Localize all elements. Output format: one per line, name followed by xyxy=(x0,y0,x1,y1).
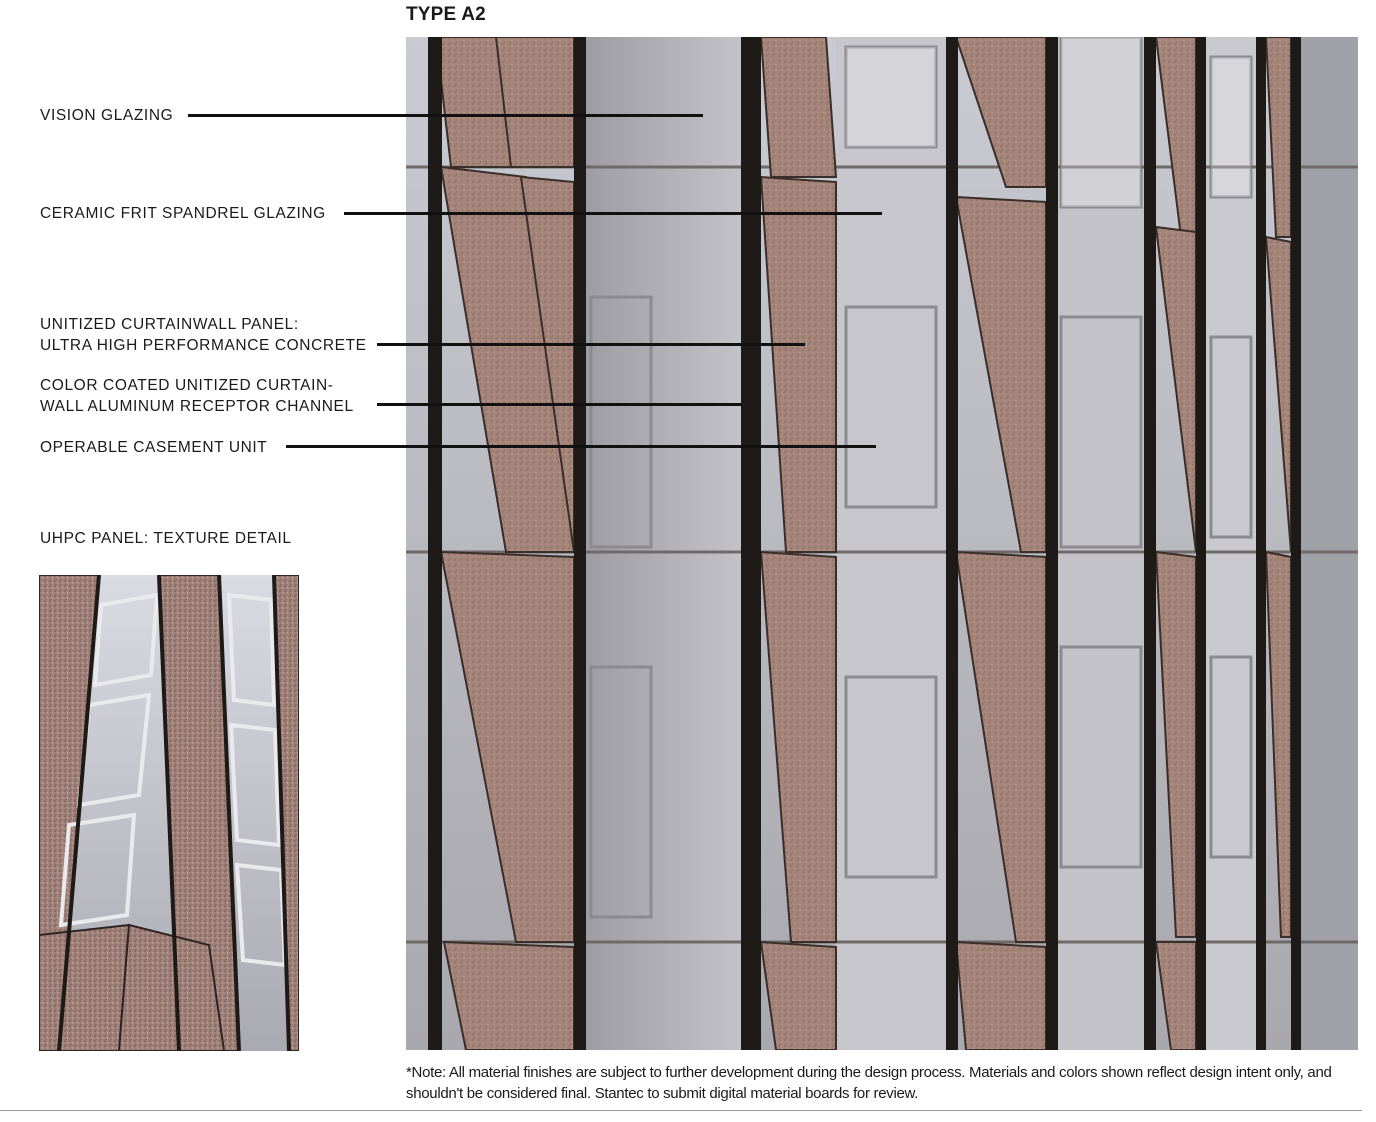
callout-uhpc-panel: UNITIZED CURTAINWALL PANEL: ULTRA HIGH PERFORMANCE CONCRETE xyxy=(40,316,367,354)
callout-casement-unit: OPERABLE CASEMENT UNIT xyxy=(40,439,268,456)
leader-line-uhpc-panel xyxy=(377,343,805,346)
texture-detail-drawing xyxy=(39,575,299,1051)
texture-detail-title: UHPC PANEL: TEXTURE DETAIL xyxy=(40,530,292,547)
bottom-rule xyxy=(0,1110,1362,1111)
leader-line-casement-unit xyxy=(286,445,876,448)
drawing-title: TYPE A2 xyxy=(406,4,486,25)
design-note: *Note: All material finishes are subject to further development during the design process. Materials and colors shown reflect design intent only, and shouldn't be considered final. Stantec to submit digital material boards for review. xyxy=(406,1064,1332,1102)
leader-line-receptor-channel xyxy=(377,403,742,406)
callout-vision-glazing: VISION GLAZING xyxy=(40,107,174,124)
callout-spandrel-glazing: CERAMIC FRIT SPANDREL GLAZING xyxy=(40,205,326,222)
facade-rendering xyxy=(406,37,1358,1050)
leader-line-spandrel-glazing xyxy=(344,212,882,215)
callout-receptor-channel: COLOR COATED UNITIZED CURTAIN- WALL ALUMINUM RECEPTOR CHANNEL xyxy=(40,377,354,415)
leader-line-vision-glazing xyxy=(188,114,703,117)
texture-detail-image xyxy=(39,575,299,1051)
facade-rendering-drawing xyxy=(406,37,1358,1050)
